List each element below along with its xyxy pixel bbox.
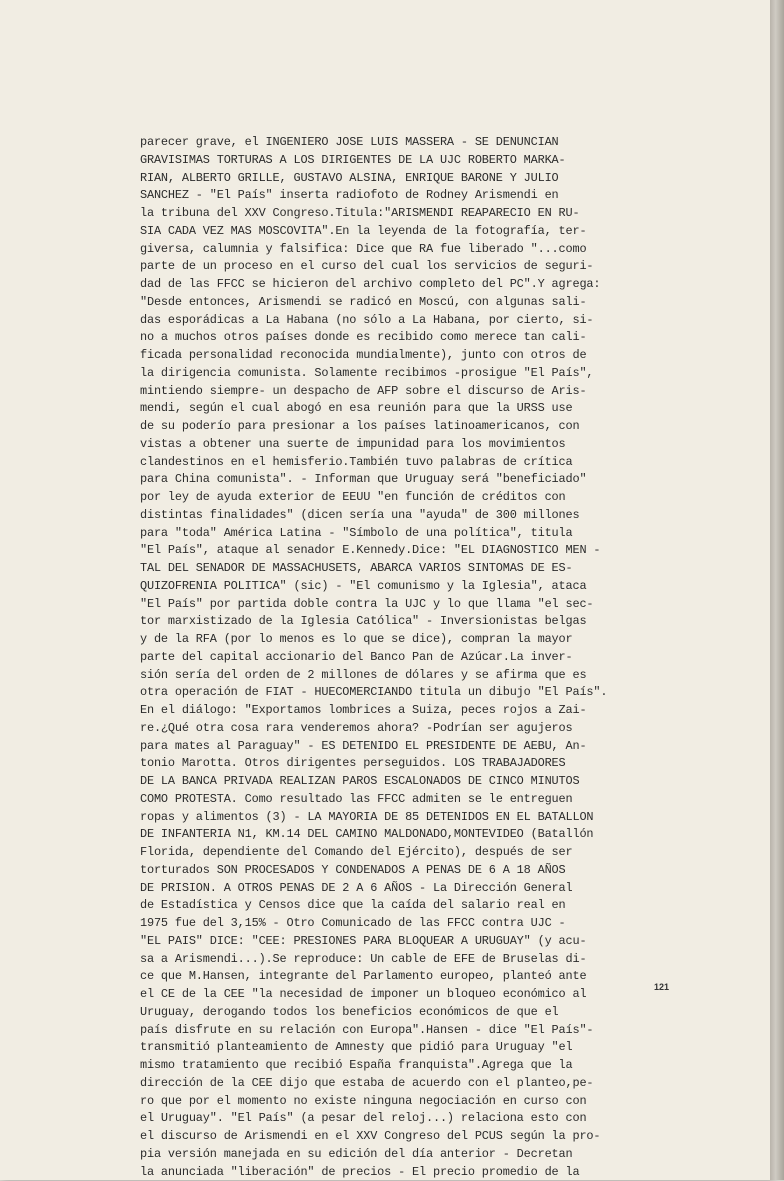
text-line: para mates al Paraguay" - ES DETENIDO EL PRESIDENTE DE AEBU, An- — [140, 738, 587, 753]
text-line: parecer grave, el INGENIERO JOSE LUIS MASSERA - SE DENUNCIAN — [140, 135, 559, 149]
text-line: y de la RFA (por lo menos es lo que se dice), compran la mayor — [140, 632, 573, 646]
text-line: vistas a obtener una suerte de impunidad para los movimientos — [140, 436, 566, 451]
text-line: COMO PROTESTA. Como resultado las FFCC admiten se le entreguen — [140, 791, 573, 806]
text-line: "El País" por partida doble contra la UJC y lo que llama "el sec- — [140, 596, 594, 611]
text-line: TAL DEL SENADOR DE MASSACHUSETS, ABARCA VARIOS SINTOMAS DE ES- — [140, 561, 573, 575]
text-line: país disfrute en su relación con Europa".Hansen - dice "El País"- — [140, 1022, 594, 1037]
text-line: 1975 fue del 3,15% - Otro Comunicado de las FFCC contra UJC - — [140, 916, 566, 930]
text-line: no a muchos otros países donde es recibido como merece tan cali- — [140, 330, 587, 345]
typewritten-body-text — [140, 134, 710, 1181]
text-line: transmitió planteamiento de Amnesty que pidió para Uruguay "el — [140, 1040, 573, 1055]
text-line: pia versión manejada en su edición del día anterior - Decretan — [140, 1146, 573, 1161]
text-line: la tribuna del XXV Congreso.Titula:"ARISMENDI REAPARECIO EN RU- — [140, 206, 580, 220]
text-line: sión sería del orden de 2 millones de dólares y se afirma que es — [140, 667, 587, 682]
text-line: En el diálogo: "Exportamos lombrices a Suiza, peces rojos a Zai- — [140, 703, 587, 717]
text-line: parte de un proceso en el curso del cual los servicios de seguri- — [140, 259, 594, 274]
text-line: Uruguay, derogando todos los beneficios económicos de que el — [140, 1004, 559, 1019]
text-line: sa a Arismendi...).Se reproduce: Un cable de EFE de Bruselas di- — [140, 951, 587, 966]
text-line: la dirigencia comunista. Solamente recibimos -prosigue "El País", — [140, 365, 594, 380]
text-line: para "toda" América Latina - "Símbolo de una política", titula — [140, 525, 573, 540]
text-line: ro que por el momento no existe ninguna negociación en curso con — [140, 1093, 587, 1108]
text-line: otra operación de FIAT - HUECOMERCIANDO titula un dibujo "El País". — [140, 685, 608, 700]
text-line: das esporádicas a La Habana (no sólo a La Habana, por cierto, si- — [140, 312, 594, 327]
text-line: la anunciada "liberación" de precios - El precio promedio de la — [140, 1164, 580, 1179]
page-edge — [770, 0, 784, 1180]
text-line: tonio Marotta. Otros dirigentes perseguidos. LOS TRABAJADORES — [140, 756, 566, 771]
text-line: DE LA BANCA PRIVADA REALIZAN PAROS ESCALONADOS DE CINCO MINUTOS — [140, 774, 580, 788]
text-line: ficada personalidad reconocida mundialmente), junto con otros de — [140, 348, 587, 362]
text-line: dad de las FFCC se hicieron del archivo completo del PC".Y agrega: — [140, 277, 601, 291]
text-line: DE INFANTERIA N1, KM.14 DEL CAMINO MALDONADO,MONTEVIDEO (Batallón — [140, 827, 594, 842]
text-line: el discurso de Arismendi en el XXV Congreso del PCUS según la pro- — [140, 1129, 601, 1143]
text-line: "Desde entonces, Arismendi se radicó en Moscú, con algunas sali- — [140, 294, 587, 309]
text-line: ce que M.Hansen, integrante del Parlamento europeo, planteó ante — [140, 969, 587, 984]
text-line: ropas y alimentos (3) - LA MAYORIA DE 85 DETENIDOS EN EL BATALLON — [140, 809, 594, 824]
text-line: clandestinos en el hemisferio.También tuvo palabras de crítica — [140, 454, 573, 469]
text-line: "El País", ataque al senador E.Kennedy.Dice: "EL DIAGNOSTICO MEN - — [140, 543, 601, 558]
text-line: QUIZOFRENIA POLITICA" (sic) - "El comunismo y la Iglesia", ataca — [140, 578, 587, 593]
text-line: para China comunista". - Informan que Uruguay será "beneficiado" — [140, 472, 587, 487]
text-line: Florida, dependiente del Comando del Ejército), después de ser — [140, 845, 573, 859]
text-line: SANCHEZ - "El País" inserta radiofoto de Rodney Arismendi en — [140, 188, 559, 203]
text-line: distintas finalidades" (dicen sería una "ayuda" de 300 millones — [140, 507, 580, 522]
text-line: de Estadística y Censos dice que la caída del salario real en — [140, 898, 566, 913]
text-line: GRAVISIMAS TORTURAS A LOS DIRIGENTES DE LA UJC ROBERTO MARKA- — [140, 152, 566, 167]
text-line: re.¿Qué otra cosa rara venderemos ahora? -Podrían ser agujeros — [140, 720, 573, 735]
text-line: parte del capital accionario del Banco Pan de Azúcar.La inver- — [140, 649, 573, 664]
text-line: giversa, calumnia y falsifica: Dice que RA fue liberado "...como — [140, 241, 587, 256]
text-line: SIA CADA VEZ MAS MOSCOVITA".En la leyenda de la fotografía, ter- — [140, 223, 587, 238]
page-number: 121 — [654, 982, 670, 992]
text-line: DE PRISION. A OTROS PENAS DE 2 A 6 AÑOS - La Dirección General — [140, 880, 573, 895]
text-line: torturados SON PROCESADOS Y CONDENADOS A PENAS DE 6 A 18 AÑOS — [140, 862, 566, 877]
text-line: dirección de la CEE dijo que estaba de acuerdo con el planteo,pe- — [140, 1075, 594, 1090]
text-line: mendi, según el cual abogó en esa reunión para que la URSS use — [140, 401, 573, 416]
text-line: mismo tratamiento que recibió España franquista".Agrega que la — [140, 1058, 573, 1072]
text-line: RIAN, ALBERTO GRILLE, GUSTAVO ALSINA, ENRIQUE BARONE Y JULIO — [140, 170, 559, 185]
text-line: tor marxistizado de la Iglesia Católica" - Inversionistas belgas — [140, 614, 587, 629]
text-line: el CE de la CEE "la necesidad de imponer un bloqueo económico al — [140, 987, 587, 1001]
text-line: por ley de ayuda exterior de EEUU "en función de créditos con — [140, 490, 566, 504]
text-line: el Uruguay". "El País" (a pesar del reloj...) relaciona esto con — [140, 1111, 587, 1126]
text-line: "EL PAIS" DICE: "CEE: PRESIONES PARA BLOQUEAR A URUGUAY" (y acu- — [140, 933, 587, 948]
text-line: mintiendo siempre- un despacho de AFP sobre el discurso de Aris- — [140, 383, 587, 398]
text-line: de su poderío para presionar a los países latinoamericanos, con — [140, 419, 580, 433]
